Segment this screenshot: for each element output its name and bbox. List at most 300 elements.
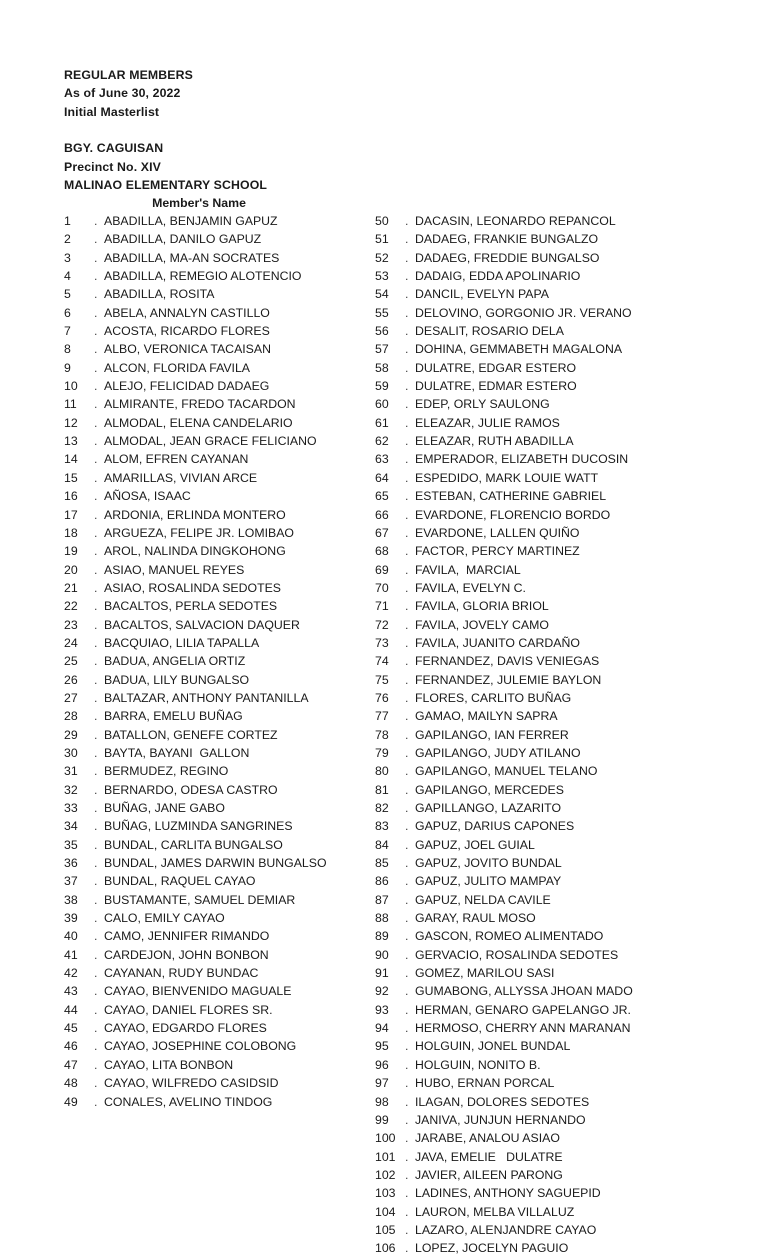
member-name: FACTOR, PERCY MARTINEZ	[415, 544, 580, 559]
member-separator: .	[405, 966, 409, 981]
member-separator: .	[94, 635, 98, 650]
member-row	[375, 414, 633, 432]
member-number: 25	[64, 654, 78, 669]
member-separator: .	[405, 1021, 409, 1036]
member-name: ABADILLA, REMEGIO ALOTENCIO	[104, 269, 302, 284]
member-number: 65	[375, 489, 389, 504]
member-row	[64, 891, 327, 909]
member-name: EVARDONE, LALLEN QUIÑO	[415, 525, 580, 540]
member-row	[64, 836, 327, 854]
member-separator: .	[94, 782, 98, 797]
member-number: 17	[64, 507, 78, 522]
member-number: 100	[375, 1131, 396, 1146]
member-number: 76	[375, 690, 389, 705]
member-separator: .	[405, 635, 409, 650]
member-name: BUNDAL, RAQUEL CAYAO	[104, 874, 256, 889]
member-name: ABADILLA, BENJAMIN GAPUZ	[104, 214, 278, 228]
member-number: 19	[64, 544, 78, 559]
member-name: FAVILA, JOVELY CAMO	[415, 617, 549, 632]
member-name: ALMODAL, ELENA CANDELARIO	[104, 415, 293, 430]
member-separator: .	[405, 250, 409, 265]
member-separator: .	[405, 984, 409, 999]
member-row	[375, 799, 633, 817]
member-name: CAYAO, DANIEL FLORES SR.	[104, 1002, 273, 1017]
member-row	[375, 469, 633, 487]
member-number: 80	[375, 764, 389, 779]
member-row	[375, 1093, 633, 1111]
member-name: DOHINA, GEMMABETH MAGALONA	[415, 342, 623, 357]
member-name: HERMAN, GENARO GAPELANGO JR.	[415, 1002, 631, 1017]
member-name: BADUA, ANGELIA ORTIZ	[104, 654, 246, 669]
member-number: 9	[64, 360, 71, 375]
member-row	[375, 487, 633, 505]
member-number: 78	[375, 727, 389, 742]
member-row	[375, 340, 633, 358]
member-separator: .	[405, 580, 409, 595]
member-number: 89	[375, 929, 389, 944]
member-row	[375, 1001, 633, 1019]
member-name: ALCON, FLORIDA FAVILA	[104, 360, 251, 375]
member-separator: .	[94, 287, 98, 302]
member-number: 7	[64, 324, 71, 339]
member-separator: .	[405, 470, 409, 485]
member-number: 35	[64, 837, 78, 852]
member-name: ILAGAN, DOLORES SEDOTES	[415, 1094, 590, 1109]
member-name: EMPERADOR, ELIZABETH DUCOSIN	[415, 452, 629, 467]
member-separator: .	[94, 1076, 98, 1091]
member-separator: .	[94, 984, 98, 999]
member-row	[64, 689, 327, 707]
member-row	[375, 561, 633, 579]
member-row	[375, 872, 633, 890]
member-number: 8	[64, 342, 71, 357]
member-row	[375, 432, 633, 450]
member-row	[64, 597, 327, 615]
member-row	[64, 359, 327, 377]
member-name: GARAY, RAUL MOSO	[415, 911, 536, 926]
member-number: 90	[375, 947, 389, 962]
member-separator: .	[94, 672, 98, 687]
member-name: ALEJO, FELICIDAD DADAEG	[104, 379, 270, 394]
member-row	[64, 506, 327, 524]
member-separator: .	[94, 599, 98, 614]
member-number: 16	[64, 489, 78, 504]
member-name: BARRA, EMELU BUÑAG	[104, 709, 243, 724]
member-row	[375, 322, 633, 340]
member-number: 30	[64, 745, 78, 760]
member-separator: .	[94, 966, 98, 981]
member-name: BACQUIAO, LILIA TAPALLA	[104, 635, 260, 650]
member-separator: .	[94, 544, 98, 559]
member-name: FAVILA, EVELYN C.	[415, 580, 526, 595]
member-separator: .	[405, 874, 409, 889]
member-row	[375, 726, 633, 744]
member-separator: .	[94, 452, 98, 467]
member-number: 104	[375, 1204, 396, 1219]
header-precinct: Precinct No. XIV	[64, 159, 161, 174]
member-number: 41	[64, 947, 78, 962]
header-initial-masterlist: Initial Masterlist	[64, 104, 160, 119]
member-number: 13	[64, 434, 78, 449]
member-row	[64, 927, 327, 945]
member-row	[64, 1001, 327, 1019]
member-name: BACALTOS, SALVACION DAQUER	[104, 617, 300, 632]
member-name: BATALLON, GENEFE CORTEZ	[104, 727, 278, 742]
member-row	[375, 634, 633, 652]
member-number: 98	[375, 1094, 389, 1109]
member-separator: .	[405, 947, 409, 962]
member-number: 1	[64, 214, 71, 228]
member-row	[375, 1056, 633, 1074]
member-name: EVARDONE, FLORENCIO BORDO	[415, 507, 611, 522]
member-separator: .	[405, 1094, 409, 1109]
member-name: GUMABONG, ALLYSSA JHOAN MADO	[415, 984, 633, 999]
member-number: 27	[64, 690, 78, 705]
member-name: LADINES, ANTHONY SAGUEPID	[415, 1186, 601, 1201]
header-barangay: BGY. CAGUISAN	[64, 141, 164, 156]
member-number: 49	[64, 1094, 78, 1109]
member-row	[64, 799, 327, 817]
member-separator: .	[94, 305, 98, 320]
member-separator: .	[94, 1039, 98, 1054]
member-row	[64, 671, 327, 689]
member-separator: .	[94, 324, 98, 339]
member-separator: .	[405, 287, 409, 302]
member-row	[64, 230, 327, 248]
member-name: ALMIRANTE, FREDO TACARDON	[104, 397, 296, 412]
member-number: 5	[64, 287, 71, 302]
member-name: GAPUZ, NELDA CAVILE	[415, 892, 551, 907]
member-number: 48	[64, 1076, 78, 1091]
member-number: 40	[64, 929, 78, 944]
member-separator: .	[94, 801, 98, 815]
header-spacer	[64, 121, 364, 139]
member-separator: .	[94, 727, 98, 742]
member-name: BUÑAG, LUZMINDA SANGRINES	[104, 819, 293, 834]
member-name: ASIAO, ROSALINDA SEDOTES	[104, 580, 281, 595]
member-number: 34	[64, 819, 78, 834]
member-row	[64, 744, 327, 762]
member-separator: .	[405, 1076, 409, 1091]
member-number: 10	[64, 379, 78, 394]
member-row	[375, 762, 633, 780]
member-separator: .	[94, 874, 98, 889]
member-row	[375, 817, 633, 835]
member-row	[64, 854, 327, 872]
member-row	[375, 249, 633, 267]
member-number: 74	[375, 654, 389, 669]
member-name: CAYANAN, RUDY BUNDAC	[104, 966, 259, 981]
member-row	[375, 854, 633, 872]
member-name: CAYAO, WILFREDO CASIDSID	[104, 1076, 279, 1091]
member-number: 26	[64, 672, 78, 687]
member-number: 18	[64, 525, 78, 540]
member-name: DADAIG, EDDA APOLINARIO	[415, 269, 581, 284]
member-separator: .	[405, 672, 409, 687]
member-separator: .	[94, 1002, 98, 1017]
member-row	[375, 267, 633, 285]
member-separator: .	[405, 1204, 409, 1219]
member-name: BALTAZAR, ANTHONY PANTANILLA	[104, 690, 309, 705]
member-row	[64, 432, 327, 450]
member-name: GASCON, ROMEO ALIMENTADO	[415, 929, 604, 944]
member-row	[375, 982, 633, 1000]
member-number: 77	[375, 709, 389, 724]
member-separator: .	[405, 214, 409, 228]
member-separator: .	[405, 892, 409, 907]
member-row	[64, 377, 327, 395]
member-row	[375, 542, 633, 560]
member-name: FAVILA, GLORIA BRIOL	[415, 599, 549, 614]
member-row	[375, 506, 633, 524]
member-name: GERVACIO, ROSALINDA SEDOTES	[415, 947, 619, 962]
member-number: 99	[375, 1112, 389, 1127]
member-number: 105	[375, 1222, 396, 1237]
member-separator: .	[94, 360, 98, 375]
member-separator: .	[94, 892, 98, 907]
member-row	[64, 616, 327, 634]
member-row	[375, 964, 633, 982]
member-row	[64, 1056, 327, 1074]
member-number: 57	[375, 342, 389, 357]
member-row	[375, 1111, 633, 1129]
member-number: 72	[375, 617, 389, 632]
member-number: 51	[375, 232, 389, 247]
member-name: ACOSTA, RICARDO FLORES	[104, 324, 270, 339]
member-row	[375, 707, 633, 725]
member-name: DANCIL, EVELYN PAPA	[415, 287, 549, 302]
member-row	[64, 652, 327, 670]
member-row	[375, 1019, 633, 1037]
member-number: 38	[64, 892, 78, 907]
member-number: 22	[64, 599, 78, 614]
member-row	[375, 1074, 633, 1092]
member-row	[64, 487, 327, 505]
member-separator: .	[405, 544, 409, 559]
member-row	[64, 469, 327, 487]
member-separator: .	[405, 801, 409, 815]
member-number: 14	[64, 452, 78, 467]
member-row	[64, 542, 327, 560]
member-number: 71	[375, 599, 389, 614]
member-row	[64, 524, 327, 542]
member-number: 55	[375, 305, 389, 320]
member-number: 29	[64, 727, 78, 742]
member-row	[375, 304, 633, 322]
member-number: 93	[375, 1002, 389, 1017]
member-number: 102	[375, 1167, 396, 1182]
document-header	[64, 66, 364, 194]
member-name: DESALIT, ROSARIO DELA	[415, 324, 564, 339]
member-separator: .	[94, 250, 98, 265]
member-row	[64, 249, 327, 267]
member-row	[64, 304, 327, 322]
member-name: BUNDAL, CARLITA BUNGALSO	[104, 837, 283, 852]
member-row	[375, 1221, 633, 1239]
member-separator: .	[405, 745, 409, 760]
member-separator: .	[405, 929, 409, 944]
member-separator: .	[94, 342, 98, 357]
member-separator: .	[405, 599, 409, 614]
member-list-right-column	[375, 212, 633, 1258]
member-separator: .	[405, 837, 409, 852]
member-row	[375, 395, 633, 413]
member-row	[375, 524, 633, 542]
member-row	[64, 267, 327, 285]
member-name: JANIVA, JUNJUN HERNANDO	[415, 1112, 586, 1127]
member-number: 84	[375, 837, 389, 852]
member-name: FERNANDEZ, JULEMIE BAYLON	[415, 672, 602, 687]
member-separator: .	[405, 1002, 409, 1017]
member-separator: .	[405, 525, 409, 540]
member-name: ABADILLA, ROSITA	[104, 287, 215, 302]
member-name: JAVA, EMELIE DULATRE	[415, 1149, 563, 1164]
member-row	[375, 1184, 633, 1202]
member-separator: .	[94, 525, 98, 540]
member-separator: .	[405, 1167, 409, 1182]
header-school: MALINAO ELEMENTARY SCHOOL	[64, 178, 268, 193]
member-name: CONALES, AVELINO TINDOG	[104, 1094, 273, 1109]
member-separator: .	[405, 856, 409, 871]
member-separator: .	[94, 232, 98, 247]
member-number: 23	[64, 617, 78, 632]
member-row	[375, 689, 633, 707]
member-separator: .	[94, 1094, 98, 1109]
member-separator: .	[94, 745, 98, 760]
member-row	[64, 634, 327, 652]
member-number: 81	[375, 782, 389, 797]
member-separator: .	[405, 764, 409, 779]
member-name: EDEP, ORLY SAULONG	[415, 397, 550, 412]
member-name: CAYAO, EDGARDO FLORES	[104, 1021, 267, 1036]
member-name: GAPILANGO, MERCEDES	[415, 782, 564, 797]
member-name: FERNANDEZ, DAVIS VENIEGAS	[415, 654, 600, 669]
member-separator: .	[405, 397, 409, 412]
member-separator: .	[94, 690, 98, 705]
member-separator: .	[405, 1186, 409, 1201]
member-name: BERNARDO, ODESA CASTRO	[104, 782, 278, 797]
member-row	[375, 891, 633, 909]
member-separator: .	[94, 434, 98, 449]
member-row	[64, 395, 327, 413]
member-name: CAYAO, BIENVENIDO MAGUALE	[104, 984, 292, 999]
member-separator: .	[405, 911, 409, 926]
member-separator: .	[405, 709, 409, 724]
member-separator: .	[94, 929, 98, 944]
member-number: 3	[64, 250, 71, 265]
member-separator: .	[405, 782, 409, 797]
member-row	[375, 1037, 633, 1055]
member-number: 44	[64, 1002, 78, 1017]
member-number: 33	[64, 801, 78, 815]
member-row	[375, 377, 633, 395]
member-row	[64, 1019, 327, 1037]
member-number: 59	[375, 379, 389, 394]
member-number: 87	[375, 892, 389, 907]
member-row	[64, 909, 327, 927]
member-row	[64, 726, 327, 744]
member-number: 97	[375, 1076, 389, 1091]
member-number: 52	[375, 250, 389, 265]
member-row	[375, 946, 633, 964]
member-separator: .	[94, 379, 98, 394]
member-number: 54	[375, 287, 389, 302]
member-separator: .	[405, 1149, 409, 1164]
member-name: BADUA, LILY BUNGALSO	[104, 672, 250, 687]
member-number: 68	[375, 544, 389, 559]
member-separator: .	[94, 819, 98, 834]
member-separator: .	[405, 324, 409, 339]
member-number: 91	[375, 966, 389, 981]
member-name: ABADILLA, DANILO GAPUZ	[104, 232, 262, 247]
member-name: CAMO, JENNIFER RIMANDO	[104, 929, 270, 944]
member-name: DADAEG, FRANKIE BUNGALZO	[415, 232, 599, 247]
member-row	[375, 359, 633, 377]
member-number: 83	[375, 819, 389, 834]
member-separator: .	[405, 489, 409, 504]
member-separator: .	[405, 1241, 409, 1256]
member-name: ALBO, VERONICA TACAISAN	[104, 342, 271, 357]
member-name: AROL, NALINDA DINGKOHONG	[104, 544, 286, 559]
member-name: GAPUZ, JOVITO BUNDAL	[415, 856, 562, 871]
member-number: 95	[375, 1039, 389, 1054]
member-row	[375, 230, 633, 248]
member-number: 103	[375, 1186, 396, 1201]
member-name: GAPUZ, DARIUS CAPONES	[415, 819, 575, 834]
member-name: BERMUDEZ, REGINO	[104, 764, 229, 779]
member-row	[375, 909, 633, 927]
member-separator: .	[405, 654, 409, 669]
member-number: 58	[375, 360, 389, 375]
member-number: 53	[375, 269, 389, 284]
member-row	[64, 322, 327, 340]
member-separator: .	[94, 654, 98, 669]
member-row	[64, 212, 327, 230]
member-row	[64, 579, 327, 597]
member-row	[375, 781, 633, 799]
member-separator: .	[405, 1222, 409, 1237]
member-separator: .	[94, 856, 98, 871]
member-row	[375, 927, 633, 945]
member-number: 37	[64, 874, 78, 889]
member-name: LAZARO, ALENJANDRE CAYAO	[415, 1222, 597, 1237]
member-separator: .	[405, 342, 409, 357]
member-row	[64, 285, 327, 303]
member-separator: .	[94, 397, 98, 412]
member-separator: .	[94, 415, 98, 430]
member-number: 62	[375, 434, 389, 449]
member-row	[64, 982, 327, 1000]
member-separator: .	[405, 727, 409, 742]
member-row	[375, 1239, 633, 1257]
member-name: ARDONIA, ERLINDA MONTERO	[104, 507, 286, 522]
member-name: ELEAZAR, JULIE RAMOS	[415, 415, 560, 430]
member-separator: .	[405, 1112, 409, 1127]
member-row	[64, 340, 327, 358]
member-list-left-column	[64, 212, 327, 1111]
member-row	[64, 946, 327, 964]
member-separator: .	[94, 507, 98, 522]
member-name: GAPUZ, JULITO MAMPAY	[415, 874, 562, 889]
member-separator: .	[405, 360, 409, 375]
member-number: 106	[375, 1241, 396, 1256]
member-number: 11	[64, 397, 77, 412]
member-name: DADAEG, FREDDIE BUNGALSO	[415, 250, 600, 265]
member-name: HOLGUIN, JONEL BUNDAL	[415, 1039, 571, 1054]
member-separator: .	[405, 507, 409, 522]
member-name: GAPILANGO, JUDY ATILANO	[415, 745, 581, 760]
member-number: 32	[64, 782, 78, 797]
